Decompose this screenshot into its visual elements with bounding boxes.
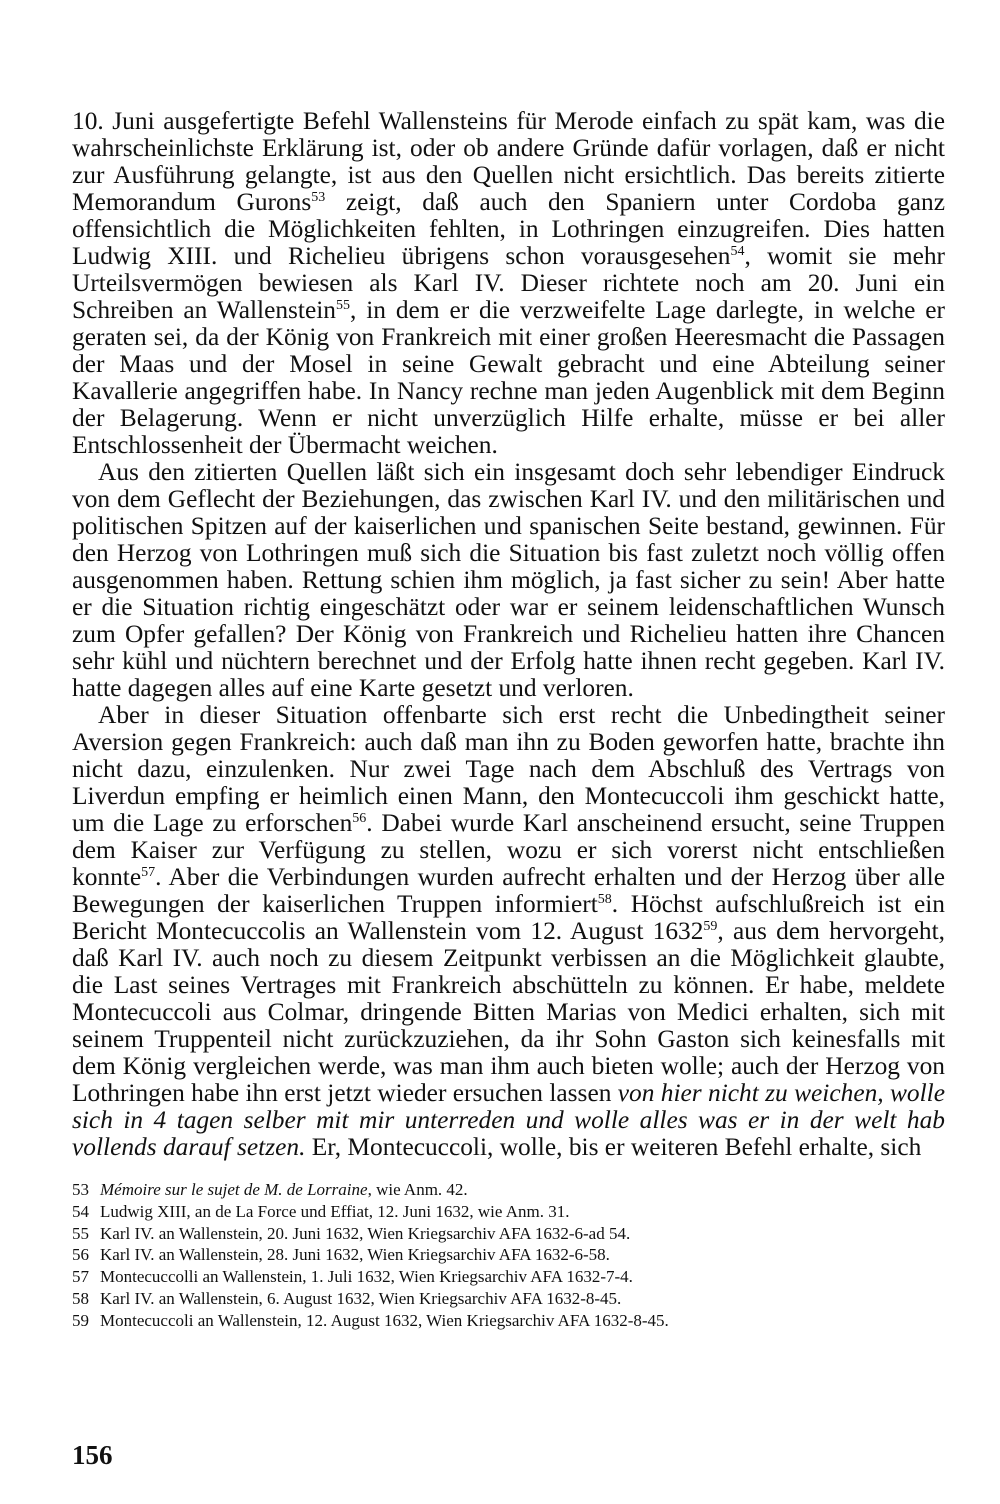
footnote-number: 59 [72, 1310, 89, 1330]
footnote-number: 58 [72, 1288, 89, 1308]
footnote-59 [72, 1310, 832, 1332]
footnote-number: 57 [72, 1267, 89, 1287]
paragraph-2: Aus den zitierten Quellen läßt sich ein insgesamt doch sehr lebendiger Eindruck von dem Geflecht der Beziehungen, das zwischen Karl IV. und den militärischen und politischen Spitzen auf der kaiserlichen und spanischen Seite bestand, gewinnen. Für den Herzog von Lothringen muß sich die Situation bis fast zuletzt noch völlig offen ausgenommen haben. Rettung schien ihm möglich, ja fast sicher zu sein! Aber hatte er die Situation richtig eingeschätzt oder war er seinem leidenschaftlichen Wunsch zum Opfer gefallen? Der König von Frankreich und Richelieu hatten ihre Chancen sehr kühl und nüchtern berechnet und der Erfolg hatte ihnen recht gegeben. Karl IV. hatte dagegen alles auf eine Karte gesetzt und verloren. [72, 458, 945, 702]
paragraph-3 [72, 702, 945, 1161]
footnote-text: Karl IV. an Wallenstein, 20. Juni 1632, Wien Kriegsarchiv AFA 1632-6-ad 54. [100, 1223, 631, 1243]
footnote-ref-56: 56 [352, 811, 367, 826]
text-run: Aber in dieser Situation offenbarte sich erst recht die Unbedingtheit seiner Aversion gegen Frankreich: auch daß man ihn zu Boden geworfen hatte, brachte ihn nicht dazu, einzulenken. Nur zwei Tage nach dem Abschluß des Vertrags von Liverdun empfing er heimlich einen Mann, den Montecuccoli ihm geschickt hatte, um die Lage zu erforschen [72, 701, 945, 837]
text-run: . Dabei wurde Karl anscheinend ersucht, seine Truppen dem Kaiser zur Verfügung zu stellen, wozu er sich vorerst nicht entschließen konnte [72, 809, 945, 891]
text-run: 10. Juni ausgefertigte Befehl Wallensteins für Merode einfach zu spät kam, was die wahrscheinlichste Erklärung ist, oder ob andere Gründe dafür vorlagen, daß er nicht zur Ausführung gelangte, ist aus den Quellen nicht ersichtlich. Das bereits zitierte Memorandum Gurons [72, 107, 945, 216]
italic-quote: von hier nicht zu weichen, wolle sich in 4 tagen selber mit mir unterreden und wolle alles was er in der welt hab vollends darauf setzen. [72, 1079, 945, 1161]
footnote-ref-53: 53 [311, 190, 326, 205]
footnote-number: 55 [72, 1223, 89, 1243]
footnote-56 [72, 1244, 832, 1266]
footnote-58 [72, 1288, 832, 1310]
footnote-text: , wie Anm. 42. [367, 1180, 468, 1199]
footnote-text: Ludwig XIII, an de La Force und Effiat, 12. Juni 1632, wie Anm. 31. [100, 1201, 570, 1221]
text-run: . Höchst aufschlußreich ist ein Bericht Montecuccolis an Wallenstein vom 12. August 1632 [72, 890, 945, 945]
footnote-text: Montecuccoli an Wallenstein, 12. August 1632, Wien Kriegsarchiv AFA 1632-8-45. [100, 1310, 669, 1330]
footnotes [72, 1179, 832, 1332]
footnote-57 [72, 1266, 832, 1288]
footnote-54 [72, 1201, 832, 1223]
page-number: 156 [72, 1440, 113, 1470]
footnote-ref-54: 54 [730, 244, 745, 259]
footnote-55 [72, 1223, 832, 1245]
footnote-text: Karl IV. an Wallenstein, 28. Juni 1632, Wien Kriegsarchiv AFA 1632-6-58. [100, 1245, 610, 1265]
text-run: Er, Montecuccoli, wolle, bis er weiteren Befehl erhalte, sich [305, 1133, 922, 1161]
text-run: zeigt, daß auch den Spaniern unter Cordoba ganz offensichtlich die Möglichkeiten fehlten, in Lothringen einzugreifen. Dies hatten Ludwig XIII. und Richelieu übrigens schon vorausgesehen [72, 188, 945, 270]
footnote-text: Karl IV. an Wallenstein, 6. August 1632, Wien Kriegsarchiv AFA 1632-8-45. [100, 1288, 622, 1308]
footnote-53 [72, 1179, 832, 1201]
page-content [72, 108, 945, 1332]
footnote-title: Mémoire sur le sujet de M. de Lorraine [100, 1180, 368, 1199]
text-run: , in dem er die verzweifelte Lage darlegte, in welche er geraten sei, da der König von Frankreich mit einer großen Heeresmacht die Passagen der Maas und der Mosel in seine Gewalt gebracht und eine Abteilung seiner Kavallerie angegriffen habe. In Nancy rechne man jeden Augenblick mit dem Beginn der Belagerung. Wenn er nicht unverzüglich Hilfe erhalte, müsse er bei aller Entschlossenheit der Übermacht weichen. [72, 296, 945, 459]
footnote-number: 56 [72, 1245, 89, 1265]
footnote-number: 53 [72, 1180, 89, 1199]
footnote-ref-59: 59 [703, 919, 718, 934]
footnote-number: 54 [72, 1201, 89, 1221]
footnote-ref-58: 58 [597, 892, 612, 907]
footnote-text: Montecuccolli an Wallenstein, 1. Juli 1632, Wien Kriegsarchiv AFA 1632-7-4. [100, 1267, 633, 1287]
text-run: . Aber die Verbindungen wurden aufrecht erhalten und der Herzog über alle Bewegungen der kaiserlichen Truppen informiert [72, 863, 945, 918]
text-run: , aus dem hervorgeht, daß Karl IV. auch noch zu diesem Zeitpunkt verbissen an die Möglichkeit glaubte, die Last seines Vertrages mit Frankreich abschütteln zu können. Er habe, meldete Montecuccoli aus Colmar, dringende Bitten Marias von Medici erhalten, sich mit seinem Truppenteil nicht zurückzuziehen, da ihr Sohn Gaston sich keinesfalls mit dem König vergleichen werde, was man ihm auch bieten wolle; auch der Herzog von Lothringen habe ihn erst jetzt wieder ersuchen lassen [72, 917, 945, 1107]
text-run: , womit sie mehr Urteilsvermögen bewiesen als Karl IV. Dieser richtete noch am 20. Juni ein Schreiben an Wallenstein [72, 242, 946, 324]
footnote-ref-57: 57 [141, 865, 156, 880]
footnote-ref-55: 55 [336, 298, 351, 313]
paragraph-1 [72, 108, 945, 459]
